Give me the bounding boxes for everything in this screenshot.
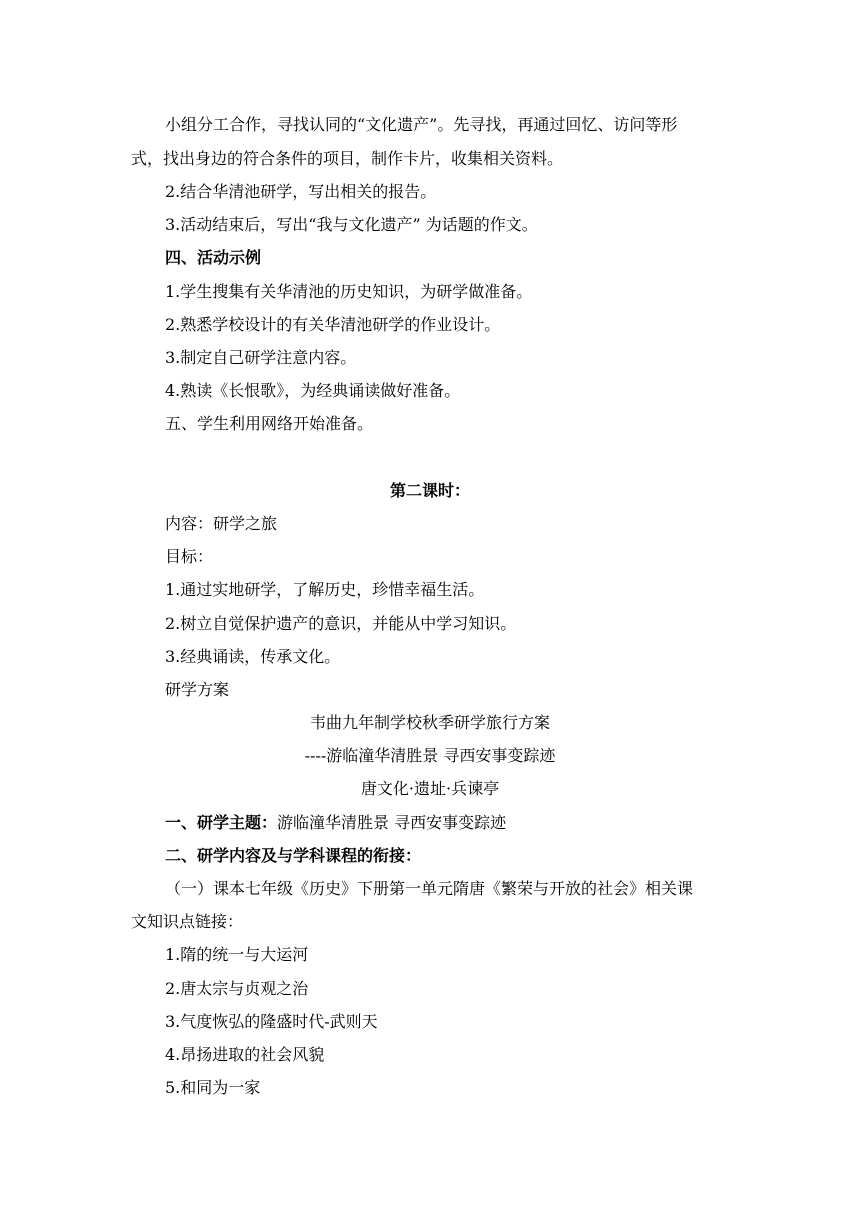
list-item: 3.气度恢弘的隆盛时代-武则天 (165, 1012, 378, 1031)
list-item: 5.和同为一家 (165, 1078, 261, 1097)
list-item: 1.学生搜集有关华清池的历史知识，为研学做准备。 (165, 282, 533, 301)
plan-subtitle: ----游临潼华清胜景 寻西安事变踪迹 (304, 746, 556, 765)
list-item: 2.唐太宗与贞观之治 (165, 979, 309, 998)
plan-label: 研学方案 (165, 680, 230, 699)
plan-title: 韦曲九年制学校秋季研学旅行方案 (309, 713, 550, 732)
content-label: 内容：研学之旅 (165, 514, 278, 533)
list-item: 3.制定自己研学注意内容。 (165, 348, 357, 367)
list-item: 2.树立自觉保护遗产的意识，并能从中学习知识。 (165, 614, 517, 633)
list-item: 3.活动结束后，写出“我与文化遗产” 为话题的作文。 (165, 215, 538, 234)
paragraph-line: （一）课本七年级《历史》下册第一单元隋唐《繁荣与开放的社会》相关课 (165, 879, 694, 898)
list-item: 2.熟悉学校设计的有关华清池研学的作业设计。 (165, 315, 501, 334)
section-heading: 四、活动示例 (165, 248, 262, 267)
paragraph-line: 式，找出身边的符合条件的项目，制作卡片，收集相关资料。 (131, 149, 564, 168)
paragraph-line: 文知识点链接： (131, 912, 244, 931)
list-item: 4.熟读《长恨歌》，为经典诵读做好准备。 (165, 381, 461, 400)
research-theme (165, 813, 506, 833)
list-item: 2.结合华清池研学，写出相关的报告。 (165, 182, 437, 201)
list-item: 1.通过实地研学，了解历史，珍惜幸福生活。 (165, 580, 485, 599)
paragraph-line: 五、学生利用网络开始准备。 (165, 414, 374, 433)
research-theme-value: 游临潼华清胜景 寻西安事变踪迹 (277, 813, 507, 832)
goal-label: 目标： (165, 547, 214, 566)
list-item: 1.隋的统一与大运河 (165, 945, 309, 964)
list-item: 3.经典诵读，传承文化。 (165, 647, 341, 666)
plan-tagline: 唐文化·遗址·兵谏亭 (360, 779, 500, 798)
lesson-title: 第二课时： (389, 481, 470, 500)
section-heading: 二、研学内容及与学科课程的衔接： (165, 846, 422, 865)
paragraph-line: 小组分工合作，寻找认同的“文化遗产”。先寻找，再通过回忆、访问等形 (165, 115, 678, 134)
list-item: 4.昂扬进取的社会风貌 (165, 1045, 325, 1064)
research-theme-label: 一、研学主题： (165, 813, 278, 832)
